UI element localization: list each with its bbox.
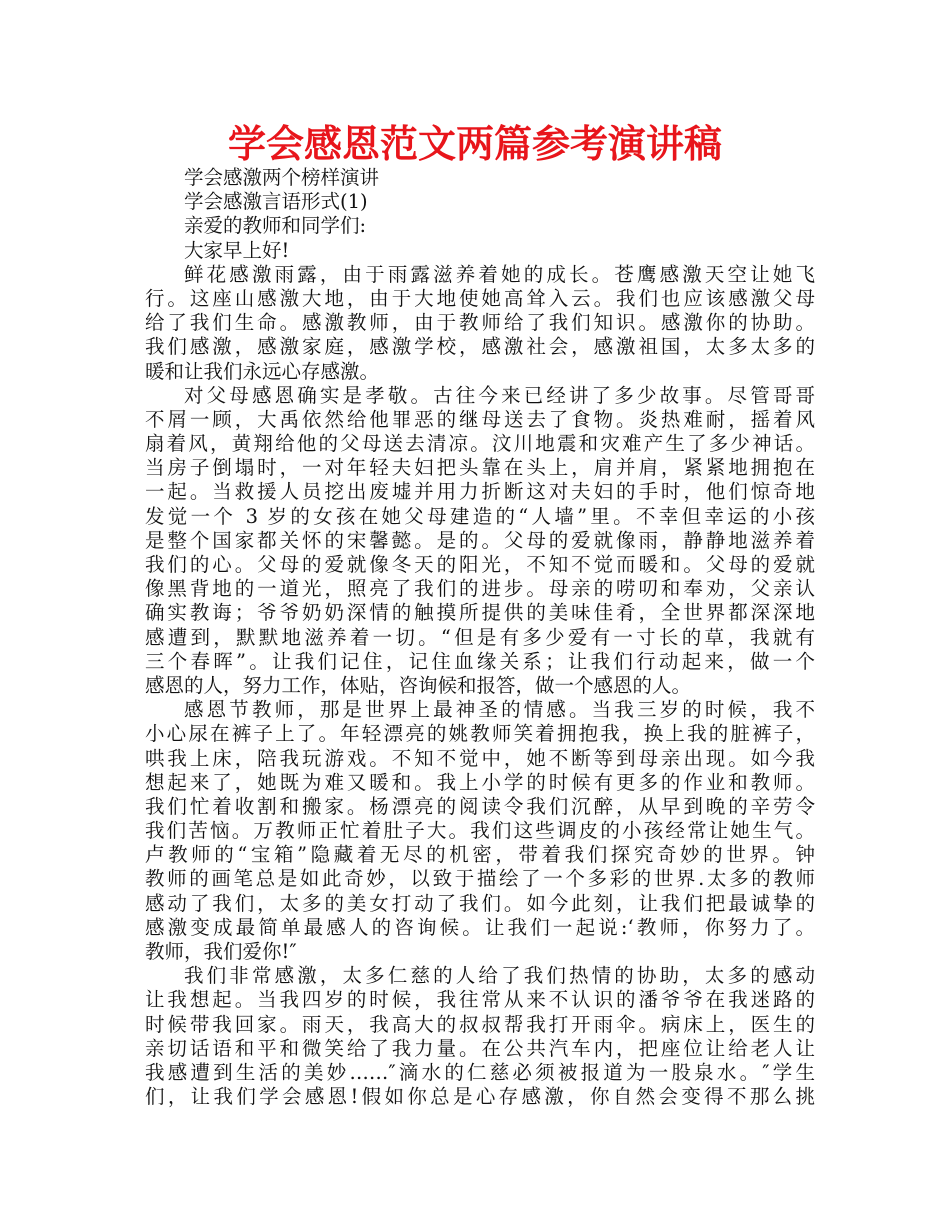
text-line: 学会感激言语形式(1)	[184, 190, 368, 214]
text-line: 确实教诲；爷爷奶奶深情的触摸所提供的美味佳肴，全世界都深深地	[145, 601, 815, 625]
text-line: 对父母感恩确实是孝敬。古往今来已经讲了多少故事。尽管哥哥	[184, 383, 815, 407]
text-line: 想起来了，她既为难又暖和。我上小学的时候有更多的作业和教师。	[145, 770, 815, 794]
text-line: 不屑一顾，大禹依然给他罪恶的继母送去了食物。炎热难耐，摇着风	[145, 407, 815, 431]
text-line: 卢教师的“宝箱”隐藏着无尽的机密，带着我们探究奇妙的世界。钟	[145, 843, 815, 867]
text-line: 三个春晖”。让我们记住，记住血缘关系；让我们行动起来，做一个	[145, 649, 815, 673]
text-line: 时候带我回家。雨天，我高大的叔叔帮我打开雨伞。病床上，医生的	[145, 1012, 815, 1036]
text-line: 当房子倒塌时，一对年轻夫妇把头靠在头上，肩并肩，紧紧地拥抱在	[145, 456, 815, 480]
text-line: 大家早上好!	[184, 238, 290, 262]
text-line: 发觉一个 3 岁的女孩在她父母建造的“人墙”里。不幸但幸运的小孩	[145, 504, 815, 528]
text-line: 们，让我们学会感恩!假如你总是心存感激，你自然会变得不那么挑	[145, 1085, 815, 1109]
text-line: 哄我上床，陪我玩游戏。不知不觉中，她不断等到母亲出现。如今我	[145, 746, 815, 770]
text-line: 感遭到，默默地滋养着一切。“但是有多少爱有一寸长的草，我就有	[145, 625, 815, 649]
text-line: 是整个国家都关怀的宋馨懿。是的。父母的爱就像雨，静静地滋养着	[145, 528, 815, 552]
text-line: 一起。当救援人员挖出废墟并用力折断这对夫妇的手时，他们惊奇地	[145, 480, 815, 504]
text-line: 感恩节教师，那是世界上最神圣的情感。当我三岁的时候，我不	[184, 698, 815, 722]
document-body	[145, 166, 815, 1109]
text-line: 鲜花感激雨露，由于雨露滋养着她的成长。苍鹰感激天空让她飞	[184, 262, 815, 286]
text-line: 给了我们生命。感激教师，由于教师给了我们知识。感激你的协助。	[145, 311, 815, 335]
text-line: 我们忙着收割和搬家。杨漂亮的阅读令我们沉醉，从早到晚的辛劳令	[145, 794, 815, 818]
text-line: 亲爱的教师和同学们:	[184, 214, 367, 238]
text-line: 感恩的人，努力工作，体贴，咨询候和报答，做一个感恩的人。	[145, 673, 692, 697]
text-line: 小心尿在裤子上了。年轻漂亮的姚教师笑着拥抱我，换上我的脏裤子，	[145, 722, 815, 746]
text-line: 我们的心。父母的爱就像冬天的阳光，不知不觉而暖和。父母的爱就	[145, 553, 815, 576]
text-line: 感激变成最简单最感人的咨询候。让我们一起说:‘教师，你努力了。	[145, 915, 815, 939]
text-line: 像黑背地的一道光，照亮了我们的进步。母亲的唠叨和奉劝，父亲认	[145, 577, 815, 601]
text-line: 我们苦恼。万教师正忙着肚子大。我们这些调皮的小孩经常让她生气。	[145, 819, 815, 843]
text-line: 感动了我们，太多的美女打动了我们。如今此刻，让我们把最诚挚的	[145, 891, 815, 915]
document-title: 学会感恩范文两篇参考演讲稿	[227, 122, 722, 166]
text-line: 扇着风，黄翔给他的父母送去清凉。汶川地震和灾难产生了多少神话。	[145, 432, 815, 456]
text-line: 让我想起。当我四岁的时候，我往常从来不认识的潘爷爷在我迷路的	[145, 988, 815, 1012]
text-line: 行。这座山感激大地，由于大地使她高耸入云。我们也应该感激父母	[145, 286, 815, 310]
text-line: 学会感激两个榜样演讲	[184, 166, 380, 189]
text-line: 我们非常感激，太多仁慈的人给了我们热情的协助，太多的感动	[184, 964, 815, 988]
text-line: 教师，我们爱你!″	[145, 940, 297, 963]
text-line: 教师的画笔总是如此奇妙，以致于描绘了一个多彩的世界.太多的教师	[145, 867, 815, 891]
text-line: 亲切话语和平和微笑给了我力量。在公共汽车内，把座位让给老人让	[145, 1036, 815, 1060]
text-line: 我感遭到生活的美妙……″滴水的仁慈必须被报道为一股泉水。″学生	[145, 1060, 815, 1084]
text-line: 我们感激，感激家庭，感激学校，感激社会，感激祖国，太多太多的	[145, 335, 815, 359]
text-line: 暖和让我们永远心存感激。	[145, 359, 380, 383]
